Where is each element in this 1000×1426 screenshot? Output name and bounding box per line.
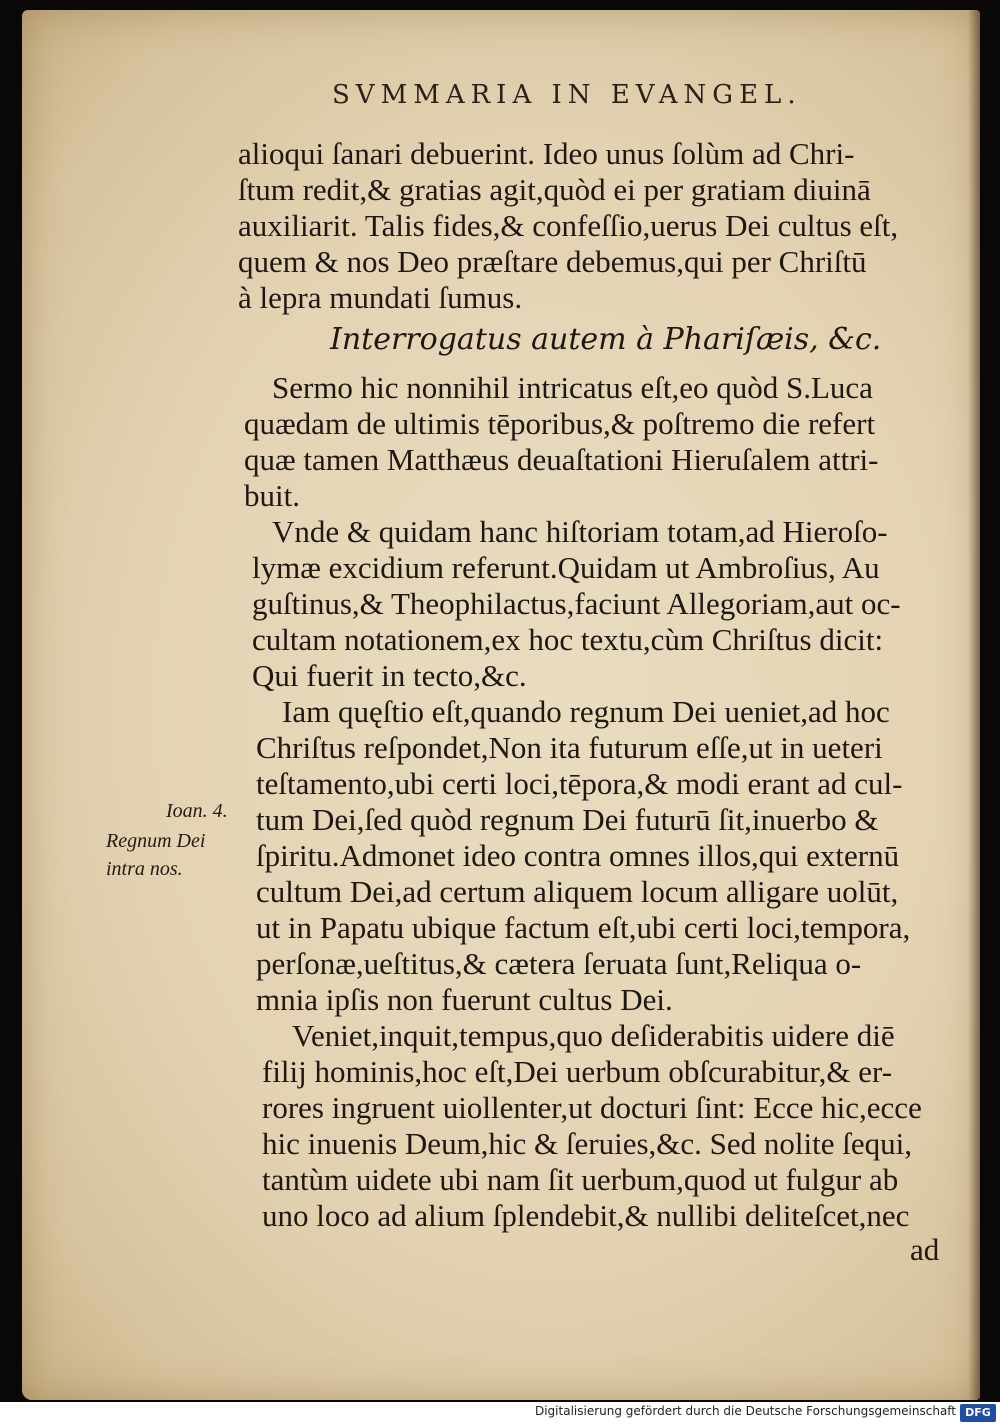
- text-line: cultum Dei,ad certum aliquem locum alligare uolūt,: [256, 874, 899, 909]
- margin-note-topic: intra nos.: [106, 858, 183, 880]
- text-line: alioqui ſanari debuerint. Ideo unus ſolùm ad Chri-: [238, 136, 855, 171]
- text-line: Vnde & quidam hanc hiſtoriam totam,ad Hieroſo-: [272, 514, 888, 549]
- text-line: ſpiritu.Admonet ideo contra omnes illos,qui externū: [256, 838, 900, 873]
- text-line: teſtamento,ubi certi loci,tēpora,& modi erant ad cul-: [256, 766, 903, 801]
- digitization-footer: [0, 1402, 1000, 1426]
- text-line: quem & nos Deo præſtare debemus,qui per Chriſtū: [238, 244, 867, 279]
- text-line: mnia ipſis non fuerunt cultus Dei.: [256, 982, 673, 1017]
- text-line: ut in Papatu ubique factum eſt,ubi certi loci,tempora,: [256, 910, 911, 945]
- text-line: cultam notationem,ex hoc textu,cùm Chriſtus dicit:: [252, 622, 884, 657]
- text-line: auxiliarit. Talis fides,& confeſſio,uerus Dei cultus eſt,: [238, 208, 899, 243]
- text-line: filij hominis,hoc eſt,Dei uerbum obſcurabitur,& er-: [262, 1054, 893, 1089]
- text-line: Qui fuerit in tecto,&c.: [252, 658, 527, 693]
- text-line: lymæ excidium referunt.Quidam ut Ambroſius, Au: [252, 550, 880, 585]
- text-line: rores ingruent uiollenter,ut docturi ſint: Ecce hic,ecce: [262, 1090, 922, 1125]
- text-line: uno loco ad alium ſplendebit,& nullibi deliteſcet,nec: [262, 1198, 910, 1233]
- margin-note-reference: Ioan. 4.: [166, 800, 228, 822]
- margin-note-topic: Regnum Dei: [106, 830, 206, 852]
- text-line: buit.: [244, 478, 300, 513]
- text-line: perſonæ,ueſtitus,& cætera ſeruata ſunt,Reliqua o-: [256, 946, 862, 981]
- running-head: SVMMARIA IN EVANGEL.: [332, 80, 802, 110]
- text-line: tantùm uidete ubi nam ſit uerbum,quod ut fulgur ab: [262, 1162, 899, 1197]
- text-line: quæ tamen Matthæus deuaſtationi Hieruſalem attri-: [244, 442, 879, 477]
- catchword: ad: [910, 1232, 940, 1267]
- text-line: Veniet,inquit,tempus,quo deſiderabitis uidere diē: [292, 1018, 895, 1053]
- text-line: tum Dei,ſed quòd regnum Dei futurū ſit,inuerbo &: [256, 802, 879, 837]
- text-line: Sermo hic nonnihil intricatus eſt,eo quòd S.Luca: [272, 370, 873, 405]
- text-line: Iam quęſtio eſt,quando regnum Dei ueniet,ad hoc: [282, 694, 890, 729]
- text-line: guſtinus,& Theophilactus,faciunt Allegoriam,aut oc-: [252, 586, 901, 621]
- section-heading: Interrogatus autem à Phariſæis, &c.: [330, 322, 882, 357]
- funding-notice: Digitalisierung gefördert durch die Deutsche Forschungsgemeinschaft: [534, 1404, 956, 1418]
- text-line: ſtum redit,& gratias agit,quòd ei per gratiam diuinā: [238, 172, 871, 207]
- text-line: Chriſtus reſpondet,Non ita futurum eſſe,ut in ueteri: [256, 730, 883, 765]
- text-line: à lepra mundati ſumus.: [238, 280, 523, 315]
- text-line: quædam de ultimis tēporibus,& poſtremo die refert: [244, 406, 876, 441]
- text-line: hic inuenis Deum,hic & ſeruies,&c. Sed nolite ſequi,: [262, 1126, 913, 1161]
- dfg-logo-icon: DFG: [960, 1404, 996, 1422]
